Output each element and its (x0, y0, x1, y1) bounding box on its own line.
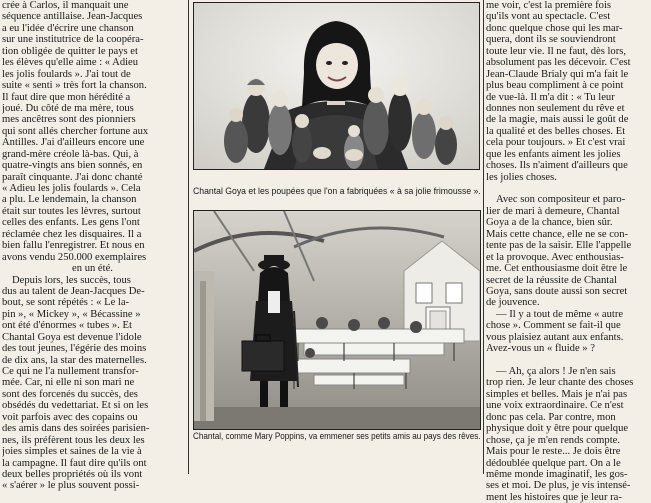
text-line: dus au talent de Jean-Jacques De- (2, 285, 145, 297)
text-line: une voix extraordinaire. Ce n'est (486, 400, 624, 412)
text-line: Mais pour le reste... Je dois être (486, 446, 621, 458)
text-line: cela pour toujours. » Et c'est vrai (486, 137, 626, 149)
text-line: que les enfants aiment les jolies (486, 148, 621, 160)
text-line: Goya, sans doute aussi son secret (486, 285, 628, 297)
text-line: deux belles propriétés où ils vont (2, 468, 143, 480)
text-line: plus beau compliment à ce point (486, 80, 624, 92)
text-line: mée. Car, ni elle ni son mari ne (2, 377, 135, 389)
text-line: dédoublée quelque part. On a le (486, 457, 621, 469)
text-line: avons vendu 250.000 exemplaires (2, 251, 147, 263)
text-line: quera, dont ils se souviendront (486, 34, 616, 46)
text-line: Mais cette chance, elle ne se con- (486, 228, 629, 240)
text-line: donc pas cela. Par contre, mon (486, 411, 616, 423)
text-line: toute leur vie. Il ne faut, dès lors, (486, 45, 627, 57)
text-line: mes ancêtres sont des pionniers (2, 114, 136, 126)
text-line: — Il y a tout de même « autre (496, 308, 624, 320)
text-line: me. Cet enthousiasme doit être le (486, 263, 628, 275)
column-separator-right (483, 0, 484, 474)
text-line: joies simples et saines de la vie à (2, 446, 142, 458)
text-line: Goya a de la chance, bien sûr. (486, 217, 613, 229)
text-line: Avec son compositeur et paro- (496, 194, 626, 206)
text-line: me voir, c'est la première fois (486, 0, 612, 11)
text-line: « Adieu les jolis foulards ». Cela (2, 183, 141, 194)
text-line: bien fallu l'enregistrer. Et nous en (2, 240, 145, 252)
text-line: réclamée chez les disquaires. Il a (2, 228, 142, 240)
text-line: même monde imaginatif, les gos- (486, 468, 628, 480)
text-line: chose, ça je m'en rends compte. (486, 434, 620, 446)
photo-stage-mary-poppins (193, 210, 481, 430)
text-line: séquence antillaise. Jean-Jacques (2, 11, 143, 23)
column-separator-left (188, 0, 189, 474)
text-line: Il faut dire que mon hérédité a (2, 91, 131, 103)
text-line: Chantal Goya est devenue l'idole (2, 331, 142, 343)
text-line: a eu l'idée d'écrire une chanson (2, 22, 134, 34)
text-line: secret de la réussite de Chantal (486, 274, 617, 286)
text-line: les élèves qu'elle aime : « Adieu (2, 57, 139, 69)
text-line: celles des enfants. Les gens l'ont (2, 217, 140, 229)
text-line: la qualité et des belles choses. Et (486, 125, 626, 137)
text-line: trop rien. Je leur chante des choses (486, 377, 634, 389)
text-line: les jolis foulards ». J'ai tout de (2, 68, 131, 80)
text-line: qui sont allés chercher fortune aux (2, 125, 149, 137)
text-line: de la magie, mais aussi le goût de (486, 114, 629, 126)
text-line: a plu. Le lendemain, la chanson (2, 194, 137, 206)
text-line: des amis dans des soirées parisien- (2, 423, 150, 435)
photo-top-caption: Chantal Goya et les poupées que l'on a fabriquées « à sa jolie frimousse ». (193, 186, 481, 196)
text-line: suite « senti » très fort la chanson. (2, 80, 147, 92)
text-line: ses et moi. De plus, je vis intensé- (486, 480, 631, 492)
text-line: en un été. (72, 263, 113, 275)
text-line: simples et belles. Mais je n'ai pas (486, 388, 628, 400)
text-line: des tout jeunes, l'égérie des moins (2, 343, 147, 355)
text-line: ont été d'énormes « tubes ». Et (2, 320, 132, 332)
text-line: et la provoque. Avec enthousias- (486, 251, 624, 263)
text-line: vous plaisiez autant aux enfants. (486, 331, 624, 343)
photo-bottom-caption: Chantal, comme Mary Poppins, va emmener ses petits amis au pays des rêves. (193, 431, 481, 441)
text-line: lier de mari à demeure, Chantal (486, 205, 620, 217)
text-line: voit parfois avec des copains ou (2, 411, 138, 423)
text-line: obsédés du vedettariat. Et si on les (2, 400, 149, 412)
text-line: chose ». Comment se fait-il que (486, 320, 621, 332)
text-line: crée à Carlos, il manquait une (2, 0, 129, 11)
photo-chantal-with-dolls (193, 2, 480, 170)
text-line: la campagne. Il faut dire qu'ils ont (2, 457, 147, 469)
photo-stage-mary-poppins-image (194, 211, 480, 429)
text-line (486, 183, 648, 194)
text-line: grand-mère créole là-bas. Qui, à (2, 148, 139, 160)
text-line: donnes non seulement du rêve et (486, 102, 625, 114)
text-line: « s'aérer » le plus souvent possi- (2, 480, 140, 492)
text-line: tion obligée de quitter le pays et (2, 45, 138, 57)
text-line (486, 355, 648, 366)
text-line: physique doit y être pour quelque (486, 423, 629, 435)
text-line: Depuis lors, les succès, tous (12, 274, 131, 286)
text-line: de dix ans, la star des maternelles. (2, 354, 147, 366)
text-line: de vue-là. Il m'a dit : « Tu leur (486, 91, 615, 103)
text-line: tente pas de la saisir. Elle l'appelle (486, 240, 632, 252)
text-line: bout, se sont répétés : « Le la- (2, 297, 130, 309)
text-line: choses. Ils n'aiment d'ailleurs que (486, 160, 628, 172)
text-line: qu'ils vont au spectacle. C'est (486, 11, 611, 23)
text-line: — Ah, ça alors ! Je n'en sais (496, 366, 616, 377)
text-line: absolument pas les décevoir. C'est (486, 57, 631, 69)
text-line: quatre-vingts ans bien sonnés, en (2, 160, 143, 172)
text-line: donc quelque chose qui les mar- (486, 22, 623, 34)
article-left-column (2, 0, 183, 492)
text-line: Jean-Claude Brialy qui m'a fait le (486, 68, 629, 80)
text-line: paraît cinquante. J'ai donc chanté (2, 171, 143, 183)
text-line: Ce qui ne l'a nullement transfor- (2, 366, 139, 377)
text-line: Antilles. J'ai d'ailleurs encore une (2, 137, 145, 149)
article-right-column (486, 0, 648, 503)
text-line: Avez-vous un « fluide » ? (486, 343, 595, 355)
text-line: était sur toutes les lèvres, surtout (2, 205, 141, 217)
photo-chantal-with-dolls-image (194, 3, 479, 169)
text-line: ment les histoires que je leur ra- (486, 491, 622, 503)
text-line: sont des forcenés du succès, des (2, 388, 138, 400)
text-line: joué. Du côté de ma mère, tous (2, 102, 134, 114)
text-line: les jolies choses. (486, 171, 557, 183)
text-line: pin », « Mickey », « Bécassine » (2, 308, 141, 320)
text-line: de jouvence. (486, 297, 540, 309)
text-line: nes, ils préfèrent tous les deux les (2, 434, 145, 446)
text-line: sur une institutrice de la coopéra- (2, 34, 144, 46)
